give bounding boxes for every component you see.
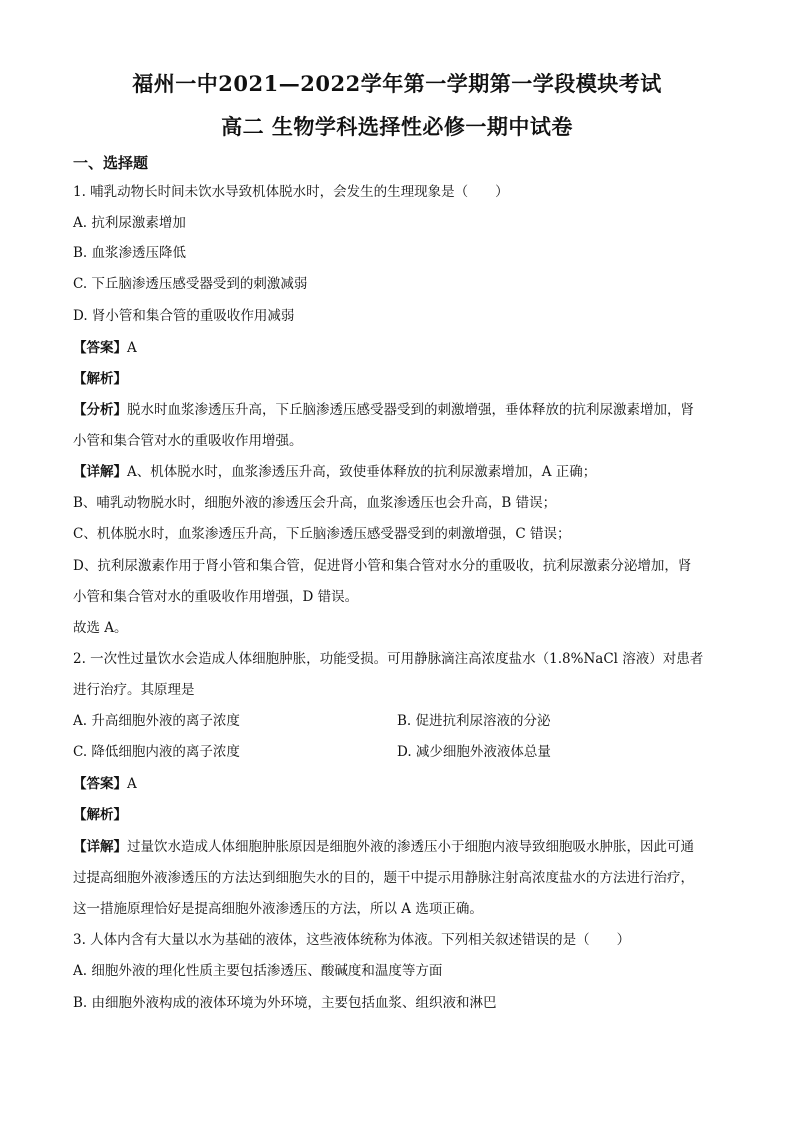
answer-tag: 【答案】: [73, 776, 127, 792]
q1-detail-d2: 小管和集合管对水的重吸收作用增强，D 错误。: [73, 589, 359, 605]
q3-option-a: A. 细胞外液的理化性质主要包括渗透压、酸碱度和温度等方面: [73, 963, 443, 979]
exam-title: 福州一中2021—2022学年第一学期第一学段模块考试: [132, 71, 662, 96]
fenxi-text: 脱水时血浆渗透压升高，下丘脑渗透压感受器受到的刺激增强，垂体释放的抗利尿激素增加，肾: [127, 402, 694, 418]
q1-option-c: C. 下丘脑渗透压感受器受到的刺激减弱: [73, 276, 308, 292]
q2-stem-line1: 2. 一次性过量饮水会造成人体细胞肿胀，功能受损。可用静脉滴注高浓度盐水（1.8%NaCl 溶液）对患者: [73, 651, 704, 667]
detail-tag: 【详解】: [73, 464, 127, 480]
q2-analysis-tag: 【解析】: [73, 807, 127, 823]
detail-text: A、机体脱水时，血浆渗透压升高，致使垂体释放的抗利尿激素增加，A 正确；: [127, 464, 597, 480]
detail-tag: 【详解】: [73, 839, 127, 855]
q2-option-b: B. 促进抗利尿溶液的分泌: [397, 713, 551, 729]
q1-fenxi-line1: [73, 401, 694, 419]
q1-option-d: D. 肾小管和集合管的重吸收作用减弱: [73, 308, 295, 324]
q3-option-b: B. 由细胞外液构成的液体环境为外环境，主要包括血浆、组织液和淋巴: [73, 995, 497, 1011]
q2-detail-line2: 过提高细胞外液渗透压的方法达到细胞失水的目的，题干中提示用静脉注射高浓度盐水的方法进行治疗，: [73, 870, 694, 886]
fenxi-tag: 【分析】: [73, 402, 127, 418]
q2-stem-line2: 进行治疗。其原理是: [73, 682, 195, 698]
q2-detail-line1: [73, 838, 694, 856]
q1-detail-d1: D、抗利尿激素作用于肾小管和集合管，促进肾小管和集合管对水分的重吸收，抗利尿激素分泌增加，肾: [73, 558, 692, 574]
answer-tag: 【答案】: [73, 340, 127, 356]
detail-text: 过量饮水造成人体细胞肿胀原因是细胞外液的渗透压小于细胞内液导致细胞吸水肿胀，因此可通: [127, 839, 694, 855]
q1-analysis-tag: 【解析】: [73, 371, 127, 387]
q2-option-d: D. 减少细胞外液液体总量: [397, 744, 551, 760]
q2-option-a: A. 升高细胞外液的离子浓度: [73, 713, 240, 729]
q1-detail-a: [73, 463, 596, 481]
q1-detail-b: B、哺乳动物脱水时，细胞外液的渗透压会升高，血浆渗透压也会升高，B 错误；: [73, 495, 557, 511]
section-heading: 一、选择题: [73, 154, 149, 172]
q2-option-c: C. 降低细胞内液的离子浓度: [73, 744, 240, 760]
answer-value: A: [127, 776, 137, 792]
q1-option-b: B. 血浆渗透压降低: [73, 245, 187, 261]
q1-fenxi-line2: 小管和集合管对水的重吸收作用增强。: [73, 433, 303, 449]
exam-subtitle: 高二 生物学科选择性必修一期中试卷: [221, 114, 573, 139]
q1-answer: [73, 339, 137, 357]
q1-conclusion: 故选 A。: [73, 620, 128, 636]
q2-answer: [73, 775, 137, 793]
answer-value: A: [127, 340, 137, 356]
q3-stem: 3. 人体内含有大量以水为基础的液体，这些液体统称为体液。下列相关叙述错误的是（ ）: [73, 932, 631, 948]
q1-stem: 1. 哺乳动物长时间未饮水导致机体脱水时，会发生的生理现象是（ ）: [73, 184, 509, 200]
q2-detail-line3: 这一措施原理恰好是提高细胞外液渗透压的方法，所以 A 选项正确。: [73, 901, 483, 917]
q1-detail-c: C、机体脱水时，血浆渗透压升高，下丘脑渗透压感受器受到的刺激增强，C 错误；: [73, 526, 571, 542]
q1-option-a: A. 抗利尿激素增加: [73, 215, 186, 231]
